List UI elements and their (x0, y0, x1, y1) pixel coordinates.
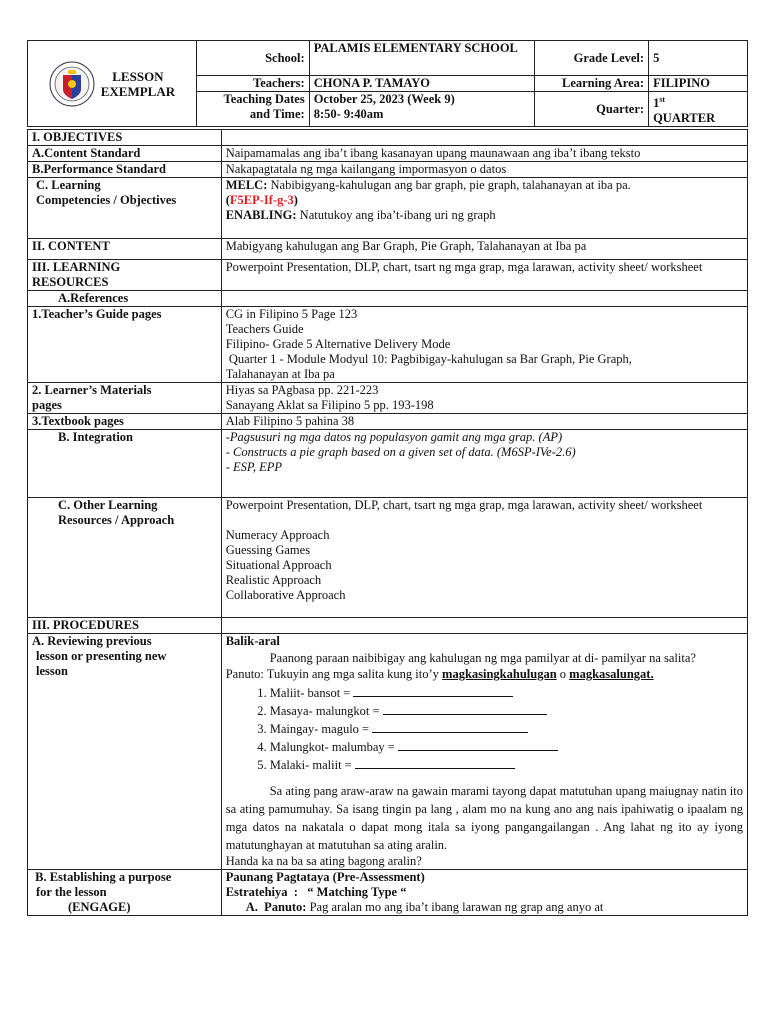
integration-line: - Constructs a pie graph based on a given set of data. (M6SP-IVe-2.6) (225, 445, 576, 459)
intro-paragraph: Sa ating pang araw-araw na gawain marami tayong dapat matutuhan upang maiugnay natin ito sa ating pamumuhay. Sa isang tingin pa lang , alam mo na kung ano ang nais ipahiwatig o ipaalam ng mga datos na nakatala o dapat mong itala sa iyong pangangailangan . Ang lahat ng ito ay iyong matutunghayan at matutuhan sa ating aralin. (225, 784, 743, 852)
answer-blank[interactable] (383, 703, 547, 715)
title-line-1: LESSON (112, 68, 164, 84)
lm-line: Hiyas sa PAgbasa pp. 221-223 (225, 383, 379, 397)
quarter-label: Quarter: (535, 92, 649, 127)
melc-label: MELC: (225, 178, 268, 192)
establishing-value (221, 870, 747, 916)
item-text: Malaki- maliit = (269, 758, 355, 772)
establishing-label-1: B. Establishing a purpose (32, 870, 172, 884)
dates-label-2: and Time: (249, 107, 305, 121)
lm-line: Sanayang Aklat sa Filipino 5 pp. 193-198 (225, 398, 434, 412)
approach-item: Situational Approach (225, 558, 332, 572)
other-resources-label (28, 498, 222, 618)
establishing-label-2: for the lesson (36, 885, 107, 899)
performance-standard-label: B.Performance Standard (28, 162, 222, 178)
grade-label: Grade Level: (535, 41, 649, 76)
answer-blank[interactable] (398, 739, 558, 751)
integration-value (221, 430, 747, 498)
list-item (270, 738, 743, 756)
list-item (270, 756, 743, 774)
reviewing-label-3: lesson (36, 664, 68, 678)
code-open: ( (225, 193, 230, 207)
quarter-suffix: st (659, 95, 666, 104)
resources-heading (28, 260, 222, 291)
quarter-word: QUARTER (653, 111, 716, 126)
content-standard-value: Naipamamalas ang iba’t ibang kasanayan upang maunawaan ang iba’t ibang teksto (221, 146, 747, 162)
quarter-value (649, 92, 748, 127)
other-label-1: C. Other Learning (58, 498, 158, 512)
reviewing-label-2: lesson or presenting new (36, 649, 167, 663)
tg-label: 1.Teacher’s Guide pages (28, 307, 222, 383)
panuto-a-line (226, 900, 743, 915)
integration-line: - ESP, EPP (225, 460, 283, 474)
header-logo-cell (28, 41, 197, 127)
lm-label-2: pages (32, 398, 62, 412)
panuto-a-label: Panuto: (264, 900, 307, 914)
integration-label: B. Integration (28, 430, 222, 498)
content-value (221, 239, 747, 260)
enabling-text: Natutukoy ang iba’t-ibang uri ng graph (296, 208, 496, 222)
quarter-number: 1 (653, 96, 660, 111)
lm-value (221, 383, 747, 414)
tg-line: Teachers Guide (225, 322, 304, 336)
header-table (27, 40, 748, 127)
panuto-line (226, 667, 743, 682)
references-label: A.References (28, 291, 222, 307)
tg-line: Filipino- Grade 5 Alternative Delivery Mode (225, 337, 451, 351)
estratehiya-line: Estratehiya : “ Matching Type “ (225, 885, 407, 899)
enabling-label: ENABLING: (225, 208, 297, 222)
references-blank (221, 291, 747, 307)
handa-line: Handa ka na ba sa ating bagong aralin? (225, 854, 422, 868)
answer-blank[interactable] (353, 685, 513, 697)
pre-assessment-heading: Paunang Pagtataya (Pre-Assessment) (225, 870, 425, 884)
review-items-list (226, 684, 743, 774)
resources-heading-1: III. LEARNING (32, 260, 121, 274)
melc-text: Nabibigyang-kahulugan ang bar graph, pie graph, talahanayan at iba pa. (267, 178, 631, 192)
tb-value: Alab Filipino 5 pahina 38 (221, 414, 747, 430)
procedures-heading-blank (221, 618, 747, 634)
tg-line: Quarter 1 - Module Modyul 10: Pagbibigay-kahulugan sa Bar Graph, Pie Graph, (225, 352, 632, 366)
content-value-text: Mabigyang kahulugan ang Bar Graph, Pie Graph, Talahanayan at Iba pa (225, 239, 587, 253)
item-text: Maingay- magulo = (269, 722, 373, 736)
tg-value (221, 307, 747, 383)
approach-item: Realistic Approach (225, 573, 322, 587)
competencies-value (221, 178, 747, 239)
lm-label (28, 383, 222, 414)
dates-label (196, 92, 309, 127)
competencies-label (28, 178, 222, 239)
procedures-heading: III. PROCEDURES (28, 618, 222, 634)
list-item (270, 702, 743, 720)
panuto-a-letter: A. (245, 900, 258, 914)
tg-line: Talahanayan at Iba pa (225, 367, 335, 381)
establishing-label (28, 870, 222, 916)
area-value: FILIPINO (649, 76, 748, 92)
list-item (270, 720, 743, 738)
approach-item: Collaborative Approach (225, 588, 346, 602)
integration-line: -Pagsusuri ng mga datos ng populasyon gamit ang mga grap. (AP) (225, 430, 563, 444)
competencies-label-2: Competencies / Objectives (36, 193, 177, 207)
dates-value (309, 92, 535, 127)
resources-heading-2: RESOURCES (32, 275, 109, 289)
melc-code: F5EP-If-g-3 (229, 193, 294, 207)
item-text: Masaya- malungkot = (269, 704, 383, 718)
item-text: Maliit- bansot = (269, 686, 354, 700)
objectives-heading: I. OBJECTIVES (28, 130, 222, 146)
teachers-value: CHONA P. TAMAYO (309, 76, 535, 92)
grade-value: 5 (649, 41, 748, 76)
school-label: School: (196, 41, 309, 76)
content-standard-label: A.Content Standard (28, 146, 222, 162)
establishing-label-3: (ENGAGE) (68, 900, 131, 914)
answer-blank[interactable] (372, 721, 528, 733)
reviewing-value (221, 634, 747, 870)
teachers-label: Teachers: (196, 76, 309, 92)
objectives-heading-blank (221, 130, 747, 146)
panuto-a-text: Pag aralan mo ang iba’t ibang larawan ng grap ang anyo at (306, 900, 604, 914)
area-label: Learning Area: (535, 76, 649, 92)
panuto-prefix: Panuto: Tukuyin ang mga salita kung ito’y (225, 667, 443, 681)
code-close: ) (293, 193, 298, 207)
balik-aral-heading: Balik-aral (225, 634, 280, 648)
reviewing-label (28, 634, 222, 870)
lm-label-1: 2. Learner’s Materials (32, 383, 152, 397)
approach-item: Numeracy Approach (225, 528, 330, 542)
school-value: PALAMIS ELEMENTARY SCHOOL (309, 41, 535, 76)
competencies-label-1: C. Learning (36, 178, 101, 192)
panuto-word-1: magkasingkahulugan (442, 667, 557, 681)
other-resources-value (221, 498, 747, 618)
tg-line: CG in Filipino 5 Page 123 (225, 307, 358, 321)
tb-label: 3.Textbook pages (28, 414, 222, 430)
item-text: Malungkot- malumbay = (269, 740, 398, 754)
panuto-mid: o (556, 667, 570, 681)
answer-blank[interactable] (355, 757, 515, 769)
approach-item: Guessing Games (225, 543, 311, 557)
other-line: Powerpoint Presentation, DLP, chart, tsart ng mga grap, mga larawan, activity sheet/ worksheet (225, 498, 703, 512)
reviewing-label-1: A. Reviewing previous (32, 634, 152, 648)
content-heading: II. CONTENT (28, 239, 222, 260)
dates-label-1: Teaching Dates (223, 92, 305, 106)
deped-seal-icon (49, 61, 95, 107)
performance-standard-value: Nakapagtatala ng mga kailangang impormasyon o datos (221, 162, 747, 178)
panuto-word-2: magkasalungat. (569, 667, 654, 681)
review-question: Paanong paraan naibibigay ang kahulugan ng mga pamilyar at di- pamilyar na salita? (269, 651, 696, 665)
title-line-2: EXEMPLAR (100, 83, 176, 99)
dates-value-1: October 25, 2023 (Week 9) (313, 92, 455, 106)
resources-value: Powerpoint Presentation, DLP, chart, tsart ng mga grap, mga larawan, activity sheet/ worksheet (221, 260, 747, 291)
list-item (270, 684, 743, 702)
dates-value-2: 8:50- 9:40am (313, 107, 384, 121)
main-table (27, 129, 748, 916)
other-label-2: Resources / Approach (58, 513, 175, 527)
